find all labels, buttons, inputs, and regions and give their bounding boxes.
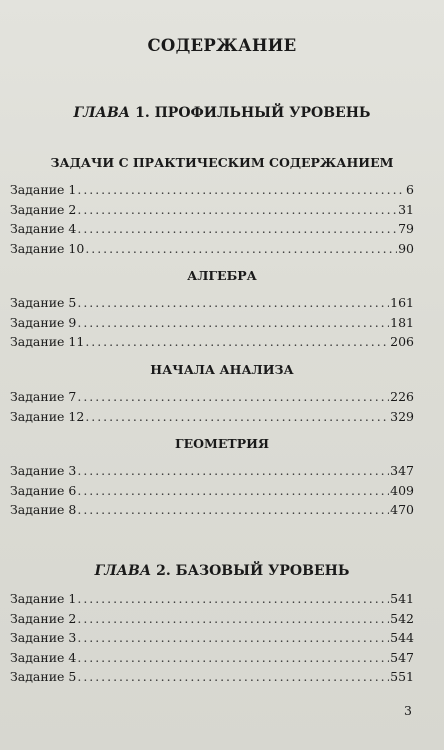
toc-entry[interactable] xyxy=(10,628,414,648)
section-heading: ЗАДАЧИ С ПРАКТИЧЕСКИМ СОДЕРЖАНИЕМ xyxy=(50,155,394,170)
entry-label: Задание 12 xyxy=(10,408,85,424)
leader-dots xyxy=(77,628,389,648)
toc-entry[interactable] xyxy=(10,481,414,501)
toc-entry[interactable] xyxy=(10,407,414,427)
entry-page: 226 xyxy=(390,389,414,404)
toc-entry[interactable] xyxy=(10,313,414,333)
leader-dots xyxy=(77,481,389,501)
entry-label: Задание 2 xyxy=(10,610,77,626)
entry-label: Задание 9 xyxy=(10,314,77,330)
entry-page: 181 xyxy=(390,314,414,330)
leader-dots xyxy=(77,293,389,313)
leader-dots xyxy=(77,461,389,481)
chapter-prefix: ГЛАВА xyxy=(73,105,131,121)
chapter-heading xyxy=(0,105,444,121)
entry-label: Задание 7 xyxy=(10,389,77,404)
chapter-prefix: ГЛАВА xyxy=(94,563,152,579)
leader-dots xyxy=(85,332,389,352)
toc-entry[interactable] xyxy=(10,461,414,481)
entry-page: 551 xyxy=(390,669,414,684)
leader-dots xyxy=(77,648,389,668)
entry-page: 470 xyxy=(390,502,414,517)
section-heading: НАЧАЛА АНАЛИЗА xyxy=(150,362,294,377)
toc-entry[interactable] xyxy=(10,332,414,352)
entry-label: Задание 11 xyxy=(10,334,85,349)
entry-page: 206 xyxy=(390,334,414,349)
entry-label: Задание 3 xyxy=(10,463,77,478)
entry-label: Задание 8 xyxy=(10,502,77,517)
toc-entries xyxy=(10,589,414,687)
entry-label: Задание 6 xyxy=(10,482,77,498)
leader-dots xyxy=(77,589,389,609)
toc-entry[interactable] xyxy=(10,180,414,200)
toc-entries xyxy=(10,180,414,258)
leader-dots xyxy=(77,313,389,333)
toc-entry[interactable] xyxy=(10,387,414,407)
entry-label: Задание 4 xyxy=(10,221,77,236)
entry-page: 31 xyxy=(398,201,414,217)
entry-page: 544 xyxy=(390,630,414,645)
entry-label: Задание 2 xyxy=(10,201,77,217)
toc-entries xyxy=(10,293,414,352)
toc-entries xyxy=(10,387,414,426)
toc-entry[interactable] xyxy=(10,589,414,609)
page-number: 3 xyxy=(404,703,412,718)
entry-page: 329 xyxy=(390,408,414,424)
entry-page: 347 xyxy=(390,463,414,478)
toc-entry[interactable] xyxy=(10,609,414,629)
entry-page: 6 xyxy=(406,182,414,197)
entry-page: 79 xyxy=(398,221,414,236)
leader-dots xyxy=(77,200,397,220)
entry-label: Задание 3 xyxy=(10,630,77,645)
entry-label: Задание 1 xyxy=(10,591,77,606)
leader-dots xyxy=(77,609,389,629)
leader-dots xyxy=(77,219,397,239)
leader-dots xyxy=(77,667,389,687)
toc-entry[interactable] xyxy=(10,219,414,239)
entry-page: 542 xyxy=(390,610,414,626)
toc-entries xyxy=(10,461,414,520)
toc-entry[interactable] xyxy=(10,293,414,313)
leader-dots xyxy=(77,387,389,407)
chapter-title: 2. БАЗОВЫЙ УРОВЕНЬ xyxy=(151,563,350,579)
page-title: СОДЕРЖАНИЕ xyxy=(147,36,297,55)
entry-page: 541 xyxy=(390,591,414,606)
toc-entry[interactable] xyxy=(10,500,414,520)
chapter-title: 1. ПРОФИЛЬНЫЙ УРОВЕНЬ xyxy=(130,105,371,121)
entry-label: Задание 5 xyxy=(10,669,77,684)
leader-dots xyxy=(77,180,405,200)
section-heading: ГЕОМЕТРИЯ xyxy=(175,436,269,451)
chapter-heading xyxy=(0,563,444,579)
entry-page: 409 xyxy=(390,482,414,498)
toc-entry[interactable] xyxy=(10,648,414,668)
leader-dots xyxy=(77,500,389,520)
entry-label: Задание 1 xyxy=(10,182,77,197)
leader-dots xyxy=(85,239,397,259)
entry-page: 90 xyxy=(398,240,414,256)
toc-entry[interactable] xyxy=(10,239,414,259)
entry-page: 547 xyxy=(390,649,414,665)
entry-label: Задание 5 xyxy=(10,295,77,310)
leader-dots xyxy=(85,407,389,427)
toc-entry[interactable] xyxy=(10,667,414,687)
section-heading: АЛГЕБРА xyxy=(187,268,257,283)
entry-label: Задание 4 xyxy=(10,649,77,665)
entry-label: Задание 10 xyxy=(10,240,85,256)
entry-page: 161 xyxy=(390,295,414,310)
toc-entry[interactable] xyxy=(10,200,414,220)
